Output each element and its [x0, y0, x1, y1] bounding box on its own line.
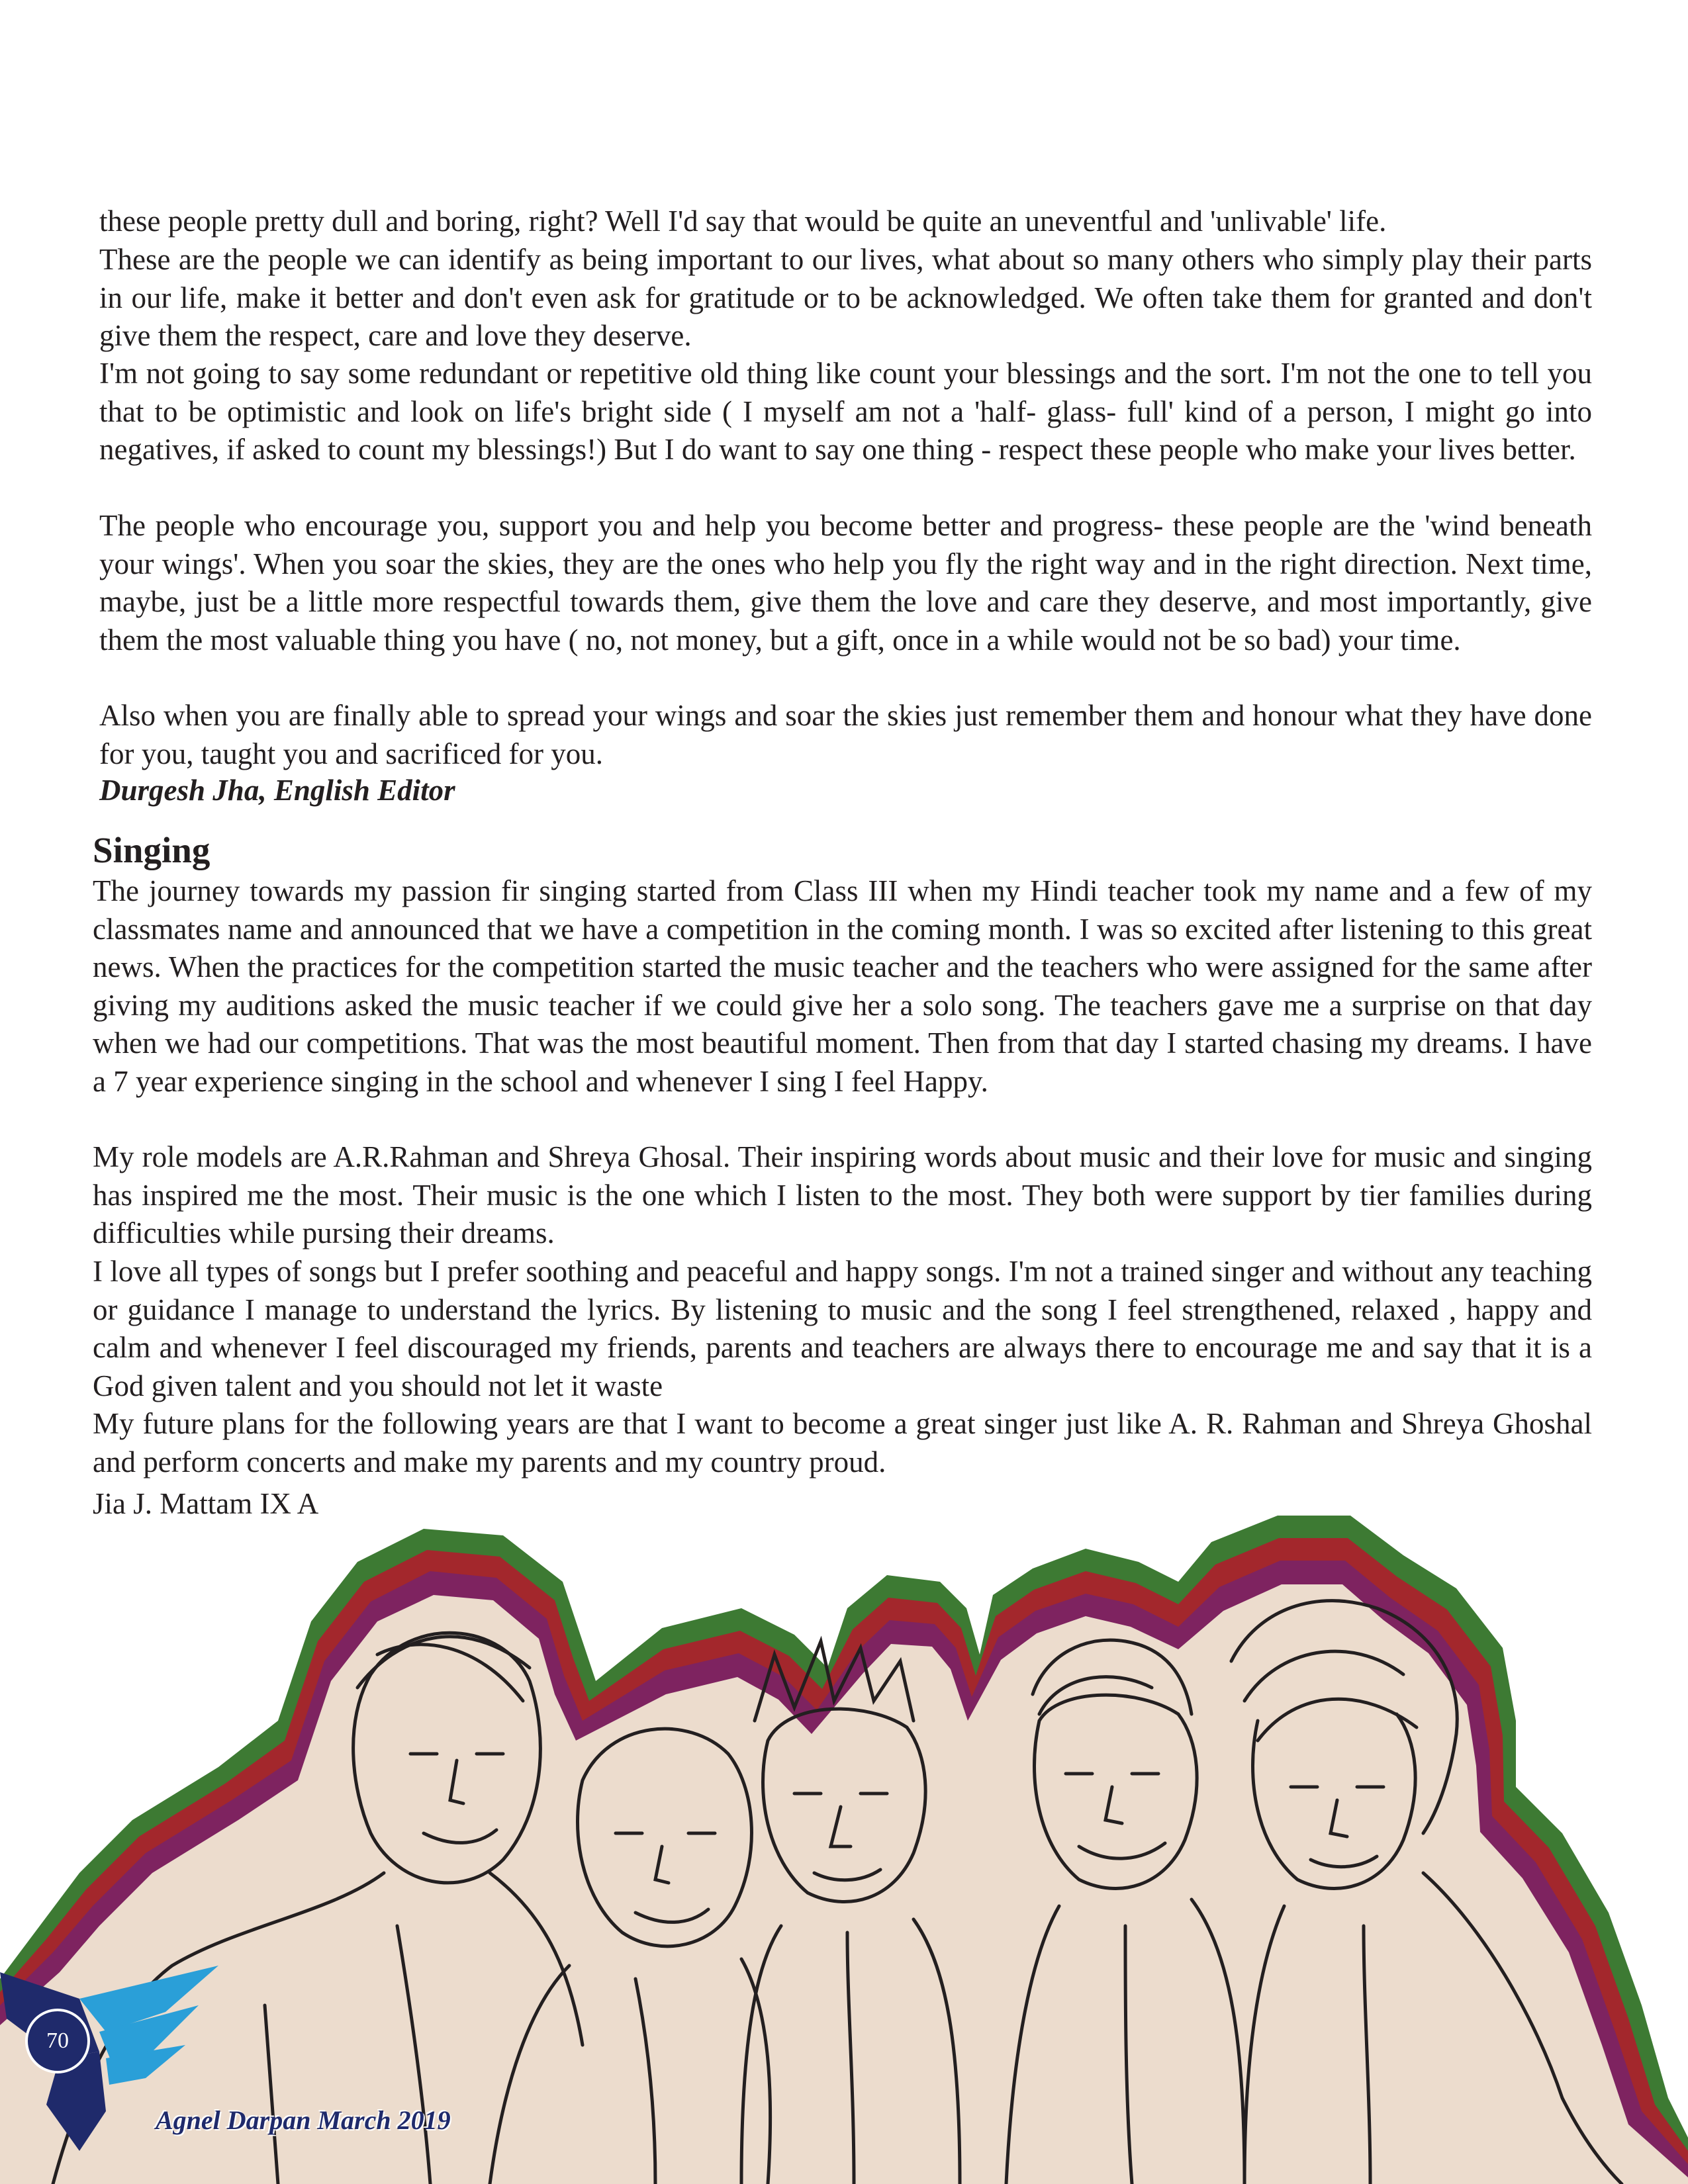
- article1-paragraph-1: these people pretty dull and boring, right? Well I'd say that would be quite an uneventful and 'unlivable' life.: [99, 205, 1387, 238]
- band-illustration: [0, 1502, 1688, 2184]
- article1-paragraph-3: I'm not going to say some redundant or repetitive old thing like count your blessings and the sort. I'm not the one to tell you that to be optimistic and look on life's bright side ( I myself am not a 'half- glass- full' kind of a person, I might go into negatives, if asked to count my blessings!) But I do want to say one thing - respect these people who make your lives better.: [99, 357, 1592, 466]
- article1-byline: Durgesh Jha, English Editor: [99, 774, 455, 807]
- article1-paragraph-2: These are the people we can identify as being important to our lives, what about so many others who simply play their parts in our life, make it better and don't even ask for gratitude or to be acknowledged. We often take them for granted and don't give them the respect, care and love they deserve.: [99, 243, 1592, 352]
- singing-paragraph-2: My role models are A.R.Rahman and Shreya Ghosal. Their inspiring words about music and their love for music and singing has inspired me the most. Their music is the one which I listen to the most. They both were support by tier families during difficulties while pursing their dreams.: [93, 1140, 1592, 1250]
- singing-paragraph-1: The journey towards my passion fir singing started from Class III when my Hindi teacher took my name and a few of my classmates name and announced that we have a competition in the coming month. I was so excited after listening to this great news. When the practices for the competition started the music teacher and the teachers who were assigned for the same after giving my auditions asked the music teacher if we could give her a solo song. The teachers gave me a surprise on that day when we had our competitions. That was the most beautiful moment. Then from that day I started chasing my dreams. I have a 7 year experience singing in the school and whenever I sing I feel Happy.: [93, 874, 1592, 1098]
- singing-paragraph-3: I love all types of songs but I prefer soothing and peaceful and happy songs. I'm not a trained singer and without any teaching or guidance I manage to understand the lyrics. By listening to music and the song I feel strengthened, relaxed , happy and calm and whenever I feel discouraged my friends, parents and teachers are always there to encourage me and say that it is a God given talent and you should not let it waste: [93, 1255, 1592, 1402]
- page-number: 70: [25, 2009, 90, 2073]
- magazine-footer: Agnel Darpan March 2019: [156, 2105, 451, 2135]
- article1-paragraph-4: The people who encourage you, support you and help you become better and progress- these people are the 'wind beneath your wings'. When you soar the skies, they are the ones who help you fly the right way and in the right direction. Next time, maybe, just be a little more respectful towards them, give them the love and care they deserve, and most importantly, give them the most valuable thing you have ( no, not money, but a gift, once in a while would not be so bad) your time.: [99, 509, 1592, 657]
- singing-author: Jia J. Mattam IX A: [93, 1487, 319, 1520]
- article1-paragraph-5: Also when you are finally able to spread your wings and soar the skies just remember them and honour what they have done for you, taught you and sacrificed for you.: [99, 699, 1592, 770]
- singing-heading: Singing: [93, 830, 211, 870]
- singing-paragraph-4: My future plans for the following years are that I want to become a great singer just like A. R. Rahman and Shreya Ghoshal and perform concerts and make my parents and my country proud.: [93, 1407, 1592, 1479]
